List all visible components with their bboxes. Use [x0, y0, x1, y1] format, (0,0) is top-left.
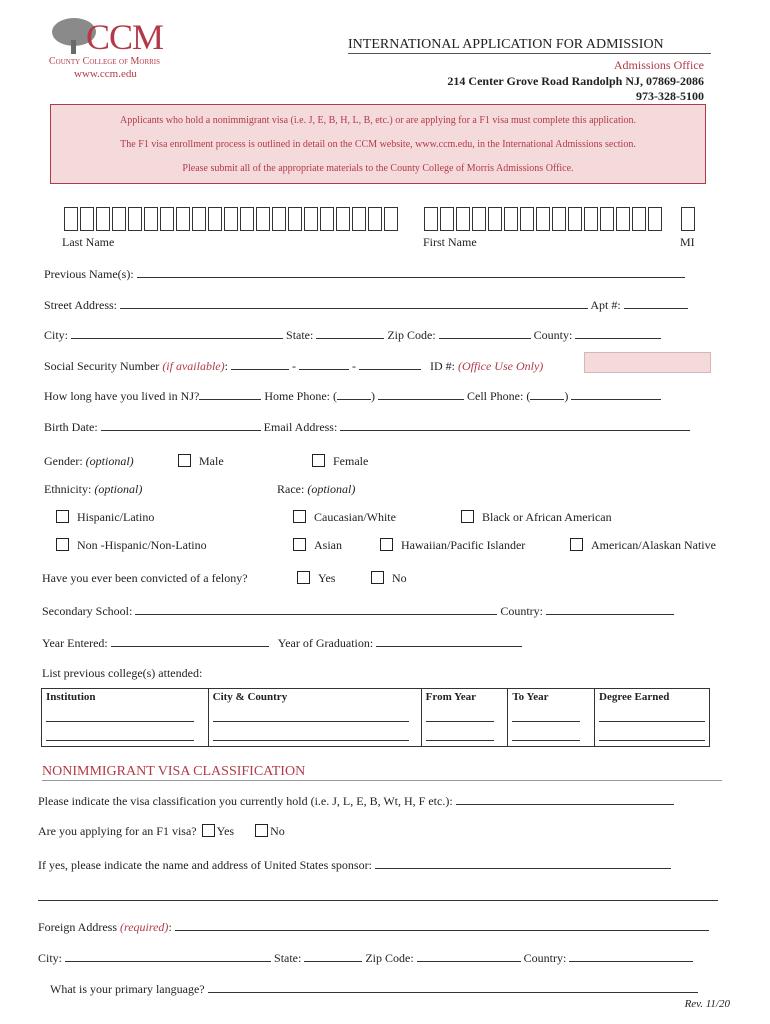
- year-row: Year Entered: Year of Graduation:: [42, 634, 522, 651]
- female-option[interactable]: Female: [312, 454, 368, 469]
- ssn-part-2[interactable]: [299, 357, 349, 370]
- mi-label: MI: [680, 235, 695, 249]
- institution-field-1[interactable]: [46, 709, 194, 722]
- email-field[interactable]: [340, 418, 690, 431]
- id-office-box: [584, 352, 711, 373]
- logo-text: CCM: [86, 17, 164, 57]
- sponsor-field[interactable]: [375, 856, 671, 869]
- language-field[interactable]: [208, 980, 698, 993]
- from-year-field-2[interactable]: [426, 728, 494, 741]
- black-checkbox[interactable]: [461, 510, 474, 523]
- male-checkbox[interactable]: [178, 454, 191, 467]
- hawaiian-checkbox[interactable]: [380, 538, 393, 551]
- apt-field[interactable]: [624, 296, 688, 309]
- ccm-logo: [46, 14, 176, 84]
- county-field[interactable]: [575, 326, 661, 339]
- language-row: What is your primary language?: [50, 980, 698, 997]
- prev-colleges-label: List previous college(s) attended:: [42, 666, 203, 680]
- cell-phone-field[interactable]: [571, 387, 661, 400]
- felony-yes-option[interactable]: Yes: [297, 571, 335, 586]
- office-phone: 973-328-5100: [636, 89, 704, 103]
- notice-box: [50, 104, 706, 184]
- secondary-row: Secondary School: Country:: [42, 602, 674, 619]
- degree-field-2[interactable]: [599, 728, 705, 741]
- native-option[interactable]: American/Alaskan Native: [570, 538, 716, 553]
- year-grad-field[interactable]: [376, 634, 522, 647]
- foreign-state-field[interactable]: [304, 949, 362, 962]
- col-degree: Degree Earned: [599, 691, 670, 703]
- hispanic-option[interactable]: Hispanic/Latino: [56, 510, 154, 525]
- sponsor-row: If yes, please indicate the name and address of United States sponsor:: [38, 856, 671, 873]
- male-option[interactable]: Male: [178, 454, 224, 469]
- col-from-year: From Year: [425, 691, 477, 703]
- city-field[interactable]: [71, 326, 283, 339]
- female-checkbox[interactable]: [312, 454, 325, 467]
- notice-line-1: Applicants who hold a nonimmigrant visa (i.e. J, E, B, H, L, B, etc.) or are applying for a F1 visa must complete this application.: [119, 115, 636, 126]
- felony-no-option[interactable]: No: [371, 571, 407, 586]
- previous-names-row: Previous Name(s):: [44, 265, 685, 282]
- city-country-field-1[interactable]: [213, 709, 409, 722]
- col-institution: Institution: [46, 691, 96, 703]
- col-to-year: To Year: [512, 691, 549, 703]
- previous-names-field[interactable]: [137, 265, 685, 278]
- ethnicity-label: Ethnicity: (optional): [44, 482, 143, 496]
- cell-area-code[interactable]: [530, 387, 564, 400]
- f1-row: Are you applying for an F1 visa? Yes No: [38, 824, 285, 838]
- revision-label: Rev. 11/20: [684, 998, 730, 1010]
- ssn-part-1[interactable]: [231, 357, 289, 370]
- state-field[interactable]: [316, 326, 384, 339]
- race-label: Race: (optional): [277, 482, 356, 496]
- ssn-part-3[interactable]: [359, 357, 421, 370]
- col-city-country: City & Country: [212, 691, 288, 703]
- hawaiian-option[interactable]: Hawaiian/Pacific Islander: [380, 538, 525, 553]
- notice-line-3: Please submit all of the appropriate materials to the County College of Morris Admissions Office.: [182, 163, 574, 174]
- from-year-field-1[interactable]: [426, 709, 494, 722]
- city-country-field-2[interactable]: [213, 728, 409, 741]
- degree-field-1[interactable]: [599, 709, 705, 722]
- birth-date-field[interactable]: [101, 418, 261, 431]
- college-name: County College of Morris: [49, 56, 161, 67]
- to-year-field-2[interactable]: [512, 728, 580, 741]
- foreign-zip-field[interactable]: [417, 949, 521, 962]
- zip-field[interactable]: [439, 326, 531, 339]
- secondary-school-field[interactable]: [135, 602, 497, 615]
- mi-box[interactable]: [681, 207, 697, 231]
- f1-yes-checkbox[interactable]: [202, 824, 215, 837]
- gender-label: Gender: (optional): [44, 454, 134, 468]
- hispanic-checkbox[interactable]: [56, 510, 69, 523]
- first-name-boxes[interactable]: [424, 207, 664, 231]
- asian-option[interactable]: Asian: [293, 538, 342, 553]
- native-checkbox[interactable]: [570, 538, 583, 551]
- year-entered-field[interactable]: [111, 634, 269, 647]
- sponsor-field-2[interactable]: [38, 888, 718, 901]
- felony-no-checkbox[interactable]: [371, 571, 384, 584]
- visa-current-row: Please indicate the visa classification you currently hold (i.e. J, L, E, B, Wt, H, F etc.):: [38, 792, 674, 809]
- notice-line-2: The F1 visa enrollment process is outlined in detail on the CCM website, www.ccm.edu, in the International Admissions section.: [120, 139, 636, 150]
- how-long-field[interactable]: [199, 387, 261, 400]
- nj-row: How long have you lived in NJ? Home Phone: ( ) Cell Phone: ( ): [44, 387, 661, 404]
- felony-yes-checkbox[interactable]: [297, 571, 310, 584]
- ssn-row: Social Security Number (if available): - - ID #: (Office Use Only): [44, 359, 544, 373]
- last-name-label: Last Name: [62, 235, 115, 249]
- first-name-label: First Name: [423, 235, 477, 249]
- birth-row: Birth Date: Email Address:: [44, 418, 690, 435]
- non-hispanic-option[interactable]: Non -Hispanic/Non-Latino: [56, 538, 207, 553]
- street-row: Street Address: Apt #:: [44, 296, 688, 313]
- visa-heading: NONIMMIGRANT VISA CLASSIFICATION: [42, 764, 722, 781]
- to-year-field-1[interactable]: [512, 709, 580, 722]
- school-country-field[interactable]: [546, 602, 674, 615]
- office-label: Admissions Office: [613, 58, 704, 72]
- last-name-boxes[interactable]: [64, 207, 400, 231]
- institution-field-2[interactable]: [46, 728, 194, 741]
- city-row: City: State: Zip Code: County:: [44, 326, 661, 343]
- prev-colleges-table: [41, 688, 710, 747]
- foreign-city-field[interactable]: [65, 949, 271, 962]
- office-address: 214 Center Grove Road Randolph NJ, 07869-2086: [447, 74, 704, 88]
- website: www.ccm.edu: [74, 68, 137, 80]
- non-hispanic-checkbox[interactable]: [56, 538, 69, 551]
- felony-label: Have you ever been convicted of a felony?: [42, 571, 248, 585]
- asian-checkbox[interactable]: [293, 538, 306, 551]
- foreign-address-field[interactable]: [175, 918, 709, 931]
- home-phone-field[interactable]: [378, 387, 464, 400]
- f1-no-checkbox[interactable]: [255, 824, 268, 837]
- home-area-code[interactable]: [337, 387, 371, 400]
- foreign-address-row: Foreign Address (required):: [38, 918, 709, 935]
- street-field[interactable]: [120, 296, 588, 309]
- caucasian-checkbox[interactable]: [293, 510, 306, 523]
- foreign-city-row: City: State: Zip Code: Country:: [38, 949, 693, 966]
- visa-current-field[interactable]: [456, 792, 674, 805]
- black-option[interactable]: Black or African American: [461, 510, 612, 525]
- form-title: INTERNATIONAL APPLICATION FOR ADMISSION: [348, 37, 711, 54]
- foreign-country-field[interactable]: [569, 949, 693, 962]
- caucasian-option[interactable]: Caucasian/White: [293, 510, 396, 525]
